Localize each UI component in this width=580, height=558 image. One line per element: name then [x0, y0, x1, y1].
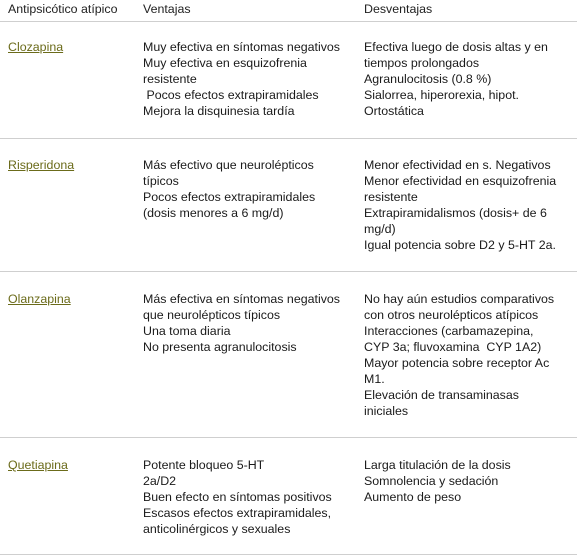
desventaja-line: Igual potencia sobre D2 y 5-HT 2a.	[364, 238, 556, 252]
desventaja-line: Sialorrea, hiperorexia, hipot.	[364, 88, 519, 102]
ventaja-line: (dosis menores a 6 mg/d)	[143, 206, 284, 220]
desventaja-line: Agranulocitosis (0.8 %)	[364, 72, 492, 86]
desventaja-line: Larga titulación de la dosis	[364, 458, 511, 472]
ventaja-line: Una toma diaria	[143, 324, 231, 338]
desventaja-line: Menor efectividad en esquizofrenia	[364, 174, 557, 188]
desventaja-line: Elevación de transaminasas	[364, 388, 519, 402]
desventaja-line: con otros neurolépticos atípicos	[364, 308, 539, 322]
desventaja-line: M1.	[364, 372, 385, 386]
desventaja-line: resistente	[364, 190, 418, 204]
header-desventajas: Desventajas	[364, 2, 433, 16]
desventaja-line: Efectiva luego de dosis altas y en	[364, 40, 548, 54]
desventaja-line: Aumento de peso	[364, 490, 462, 504]
desventaja-line: iniciales	[364, 404, 409, 418]
row-divider	[0, 21, 577, 22]
desventaja-line: No hay aún estudios comparativos	[364, 292, 555, 306]
ventaja-line: típicos	[143, 174, 179, 188]
ventaja-line: Potente bloqueo 5-HT	[143, 458, 265, 472]
ventajas-cell	[143, 39, 353, 119]
drug-cell	[8, 457, 133, 473]
desventaja-line: CYP 3a; fluvoxamina CYP 1A2)	[364, 340, 542, 354]
row-divider	[0, 554, 577, 555]
table-header-row	[0, 0, 580, 20]
ventaja-line: Pocos efectos extrapiramidales	[143, 88, 319, 102]
ventaja-line: Muy efectiva en síntomas negativos	[143, 40, 340, 54]
drug-link-clozapina[interactable]: Clozapina	[8, 40, 64, 54]
drug-link-risperidona[interactable]: Risperidona	[8, 158, 75, 172]
drug-link-olanzapina[interactable]: Olanzapina	[8, 292, 71, 306]
desventaja-line: Somnolencia y sedación	[364, 474, 499, 488]
desventaja-line: Menor efectividad en s. Negativos	[364, 158, 551, 172]
desventaja-line: mg/d)	[364, 222, 396, 236]
ventaja-line: anticolinérgicos y sexuales	[143, 522, 291, 536]
desventaja-line: Extrapiramidalismos (dosis+ de 6	[364, 206, 547, 220]
drug-cell	[8, 39, 133, 55]
desventajas-cell	[364, 291, 574, 419]
row-divider	[0, 271, 577, 272]
ventajas-cell	[143, 457, 353, 537]
desventaja-line: Mayor potencia sobre receptor Ac	[364, 356, 550, 370]
header-ventajas: Ventajas	[143, 2, 191, 16]
ventajas-cell	[143, 157, 353, 221]
desventajas-cell	[364, 457, 574, 505]
drug-link-quetiapina[interactable]: Quetiapina	[8, 458, 68, 472]
desventaja-line: Ortostática	[364, 104, 424, 118]
ventaja-line: Pocos efectos extrapiramidales	[143, 190, 316, 204]
desventaja-line: Interacciones (carbamazepina,	[364, 324, 534, 338]
drug-cell	[8, 291, 133, 307]
ventaja-line: 2a/D2	[143, 474, 177, 488]
header-antipsicotico: Antipsicótico atípico	[8, 2, 118, 16]
ventaja-line: que neurolépticos típicos	[143, 308, 281, 322]
ventaja-line: Mejora la disquinesia tardía	[143, 104, 295, 118]
desventajas-cell	[364, 39, 574, 119]
ventaja-line: Más efectivo que neurolépticos	[143, 158, 314, 172]
drug-cell	[8, 157, 133, 173]
ventaja-line: No presenta agranulocitosis	[143, 340, 297, 354]
desventajas-cell	[364, 157, 574, 253]
ventaja-line: Escasos efectos extrapiramidales,	[143, 506, 332, 520]
ventaja-line: resistente	[143, 72, 197, 86]
ventaja-line: Muy efectiva en esquizofrenia	[143, 56, 307, 70]
ventaja-line: Más efectiva en síntomas negativos	[143, 292, 340, 306]
row-divider	[0, 138, 577, 139]
ventaja-line: Buen efecto en síntomas positivos	[143, 490, 332, 504]
ventajas-cell	[143, 291, 353, 355]
row-divider	[0, 437, 577, 438]
desventaja-line: tiempos prolongados	[364, 56, 480, 70]
